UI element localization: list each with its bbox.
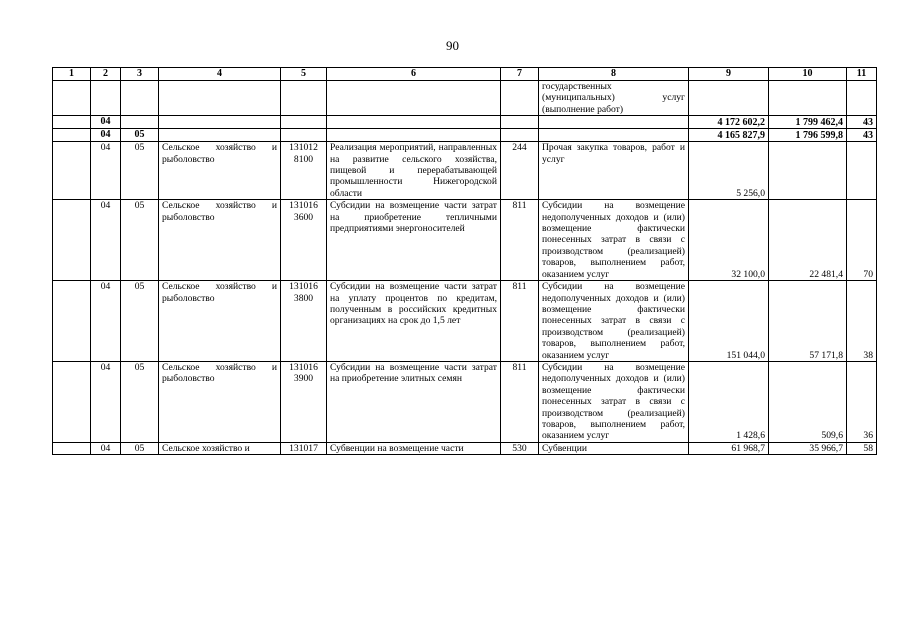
section-code: 04: [91, 142, 121, 200]
amount-plan: 151 044,0: [689, 281, 769, 362]
section-code: 04: [91, 200, 121, 281]
target-name: Субсидии на возмещение части затрат на уплату процентов по кредитам, полученным в российских кредитных организациях на срок до 1,5 лет: [327, 281, 501, 362]
table-row: [53, 281, 877, 362]
amount-plan: 5 256,0: [689, 142, 769, 200]
amount-plan: 4 172 602,2: [689, 116, 769, 129]
expense-code: 530: [501, 442, 539, 454]
target-code: 131016 3900: [281, 361, 327, 442]
cont-expense-type: государственных (муниципальных) услуг (выполнение работ): [539, 81, 689, 116]
expense-type: Субвенции: [539, 442, 689, 454]
amount-plan: 4 165 827,9: [689, 129, 769, 142]
header-cell: 5: [281, 68, 327, 81]
subsection-code: 05: [121, 200, 159, 281]
header-cell: 4: [159, 68, 281, 81]
section-name: Сельское хозяйство и рыболовство: [159, 361, 281, 442]
expense-type: Субсидии на возмещение недополученных доходов и (или) возмещение фактически понесенных затрат в связи с производством (реализацией) товаров, выполнением работ, оказанием услуг: [539, 361, 689, 442]
page-number: 90: [446, 38, 459, 53]
section-name: Сельское хозяйство и рыболовство: [159, 200, 281, 281]
expense-code: 244: [501, 142, 539, 200]
percent: 70: [847, 200, 877, 281]
expense-type: Прочая закупка товаров, работ и услуг: [539, 142, 689, 200]
section-code: 04: [91, 116, 121, 129]
expense-code: 811: [501, 200, 539, 281]
section-name: Сельское хозяйство и рыболовство: [159, 281, 281, 362]
target-code: 131012 8100: [281, 142, 327, 200]
header-cell: 9: [689, 68, 769, 81]
section-code: 04: [91, 281, 121, 362]
percent: 36: [847, 361, 877, 442]
table-row: [53, 200, 877, 281]
amount-actual: 35 966,7: [769, 442, 847, 454]
subtotal-row-04: [53, 116, 877, 129]
subsection-code: 05: [121, 361, 159, 442]
subtotal-row-0405: [53, 129, 877, 142]
continuation-row: [53, 81, 877, 116]
amount-plan: 61 968,7: [689, 442, 769, 454]
target-name: Субсидии на возмещение части затрат на приобретение элитных семян: [327, 361, 501, 442]
amount-plan: 32 100,0: [689, 200, 769, 281]
percent: [847, 142, 877, 200]
table-row: [53, 361, 877, 442]
subsection-code: 05: [121, 129, 159, 142]
target-name: Субвенции на возмещение части: [327, 442, 501, 454]
target-name: Реализация мероприятий, направленных на развитие сельского хозяйства, пищевой и перерабатывающей промышленности Нижегородской области: [327, 142, 501, 200]
header-cell: 8: [539, 68, 689, 81]
expense-code: 811: [501, 281, 539, 362]
budget-table: [52, 67, 877, 455]
expense-code: 811: [501, 361, 539, 442]
target-code: 131016 3600: [281, 200, 327, 281]
header-cell: 7: [501, 68, 539, 81]
percent: 58: [847, 442, 877, 454]
amount-actual: 1 796 599,8: [769, 129, 847, 142]
amount-actual: 57 171,8: [769, 281, 847, 362]
header-cell: 11: [847, 68, 877, 81]
section-name: Сельское хозяйство и рыболовство: [159, 142, 281, 200]
amount-actual: 22 481,4: [769, 200, 847, 281]
section-code: 04: [91, 442, 121, 454]
section-code: 04: [91, 361, 121, 442]
percent: 43: [847, 116, 877, 129]
amount-actual: 509,6: [769, 361, 847, 442]
target-code: 131016 3800: [281, 281, 327, 362]
amount-actual: 1 799 462,4: [769, 116, 847, 129]
percent: 38: [847, 281, 877, 362]
table-row-partial: [53, 442, 877, 454]
target-name: Субсидии на возмещение части затрат на приобретение тепличными предприятиями энергоносителей: [327, 200, 501, 281]
section-name: Сельское хозяйство и: [159, 442, 281, 454]
header-cell: 2: [91, 68, 121, 81]
amount-actual: [769, 142, 847, 200]
header-cell: 3: [121, 68, 159, 81]
header-cell: 1: [53, 68, 91, 81]
target-code: 131017: [281, 442, 327, 454]
header-cell: 6: [327, 68, 501, 81]
section-code: 04: [91, 129, 121, 142]
header-row: [53, 68, 877, 81]
expense-type: Субсидии на возмещение недополученных доходов и (или) возмещение фактически понесенных затрат в связи с производством (реализацией) товаров, выполнением работ, оказанием услуг: [539, 281, 689, 362]
percent: 43: [847, 129, 877, 142]
subsection-code: 05: [121, 442, 159, 454]
subsection-code: 05: [121, 142, 159, 200]
subsection-code: 05: [121, 281, 159, 362]
header-cell: 10: [769, 68, 847, 81]
expense-type: Субсидии на возмещение недополученных доходов и (или) возмещение фактически понесенных затрат в связи с производством (реализацией) товаров, выполнением работ, оказанием услуг: [539, 200, 689, 281]
table-row: [53, 142, 877, 200]
amount-plan: 1 428,6: [689, 361, 769, 442]
